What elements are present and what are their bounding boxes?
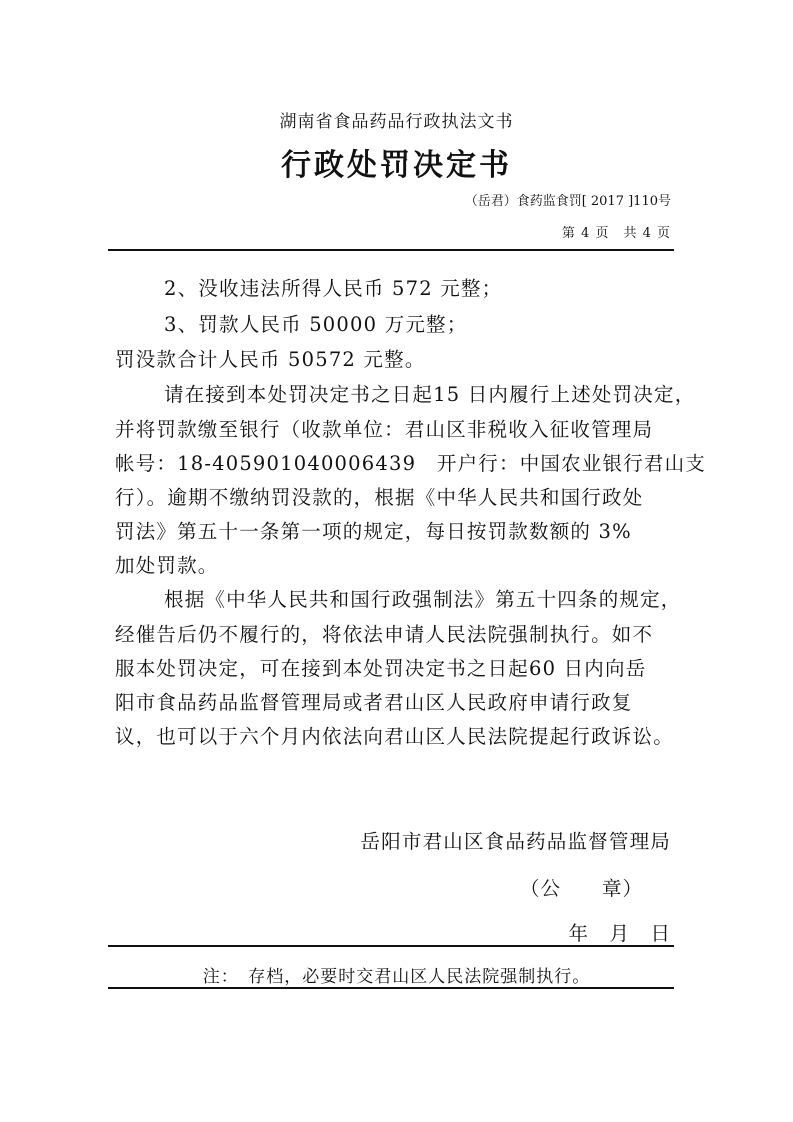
body-line-4: 请在接到本处罚决定书之日起15 日内履行上述处罚决定， <box>164 383 696 406</box>
body-line-7: 行）。逾期不缴纳罚没款的，根据《中华人民共和国行政处 <box>115 486 644 509</box>
header-org-title: 湖南省食品药品行政执法文书 <box>279 112 514 132</box>
body-line-2: 3、罚款人民币 50000 万元整； <box>164 313 468 336</box>
issuing-authority: 岳阳市君山区食品药品监督管理局 <box>360 830 671 853</box>
document-title: 行政处罚决定书 <box>281 148 512 183</box>
seal-placeholder: （公 章） <box>519 877 643 900</box>
body-line-3: 罚没款合计人民币 50572 元整。 <box>115 348 426 371</box>
document-number: （岳君）食药监食罚[ 2017 ]110号 <box>464 194 671 209</box>
body-line-9: 加处罚款。 <box>115 554 219 577</box>
body-line-13: 阳市食品药品监督管理局或者君山区人民政府申请行政复 <box>115 691 633 714</box>
date-placeholder: 年 月 日 <box>568 922 671 945</box>
footer-divider-top <box>108 945 674 947</box>
body-line-10: 根据《中华人民共和国行政强制法》第五十四条的规定， <box>164 588 682 611</box>
footer-note: 注： 存档，必要时交君山区人民法院强制执行。 <box>202 967 591 987</box>
page-number: 第 4 页 共 4 页 <box>561 226 671 241</box>
body-line-6: 帐号：18-405901040006439 开户行：中国农业银行君山支 <box>115 452 706 475</box>
body-line-1: 2、没收违法所得人民币 572 元整； <box>164 277 503 300</box>
body-line-8: 罚法》第五十一条第一项的规定，每日按罚款数额的 3% <box>115 520 632 543</box>
footer-divider-bottom <box>108 987 674 989</box>
header-divider <box>108 249 674 251</box>
body-line-5: 并将罚款缴至银行（收款单位：君山区非税收入征收管理局 <box>115 418 654 441</box>
body-line-14: 议，也可以于六个月内依法向君山区人民法院提起行政诉讼。 <box>115 725 674 748</box>
body-line-11: 经催告后仍不履行的，将依法申请人民法院强制执行。如不 <box>115 623 654 646</box>
body-line-12: 服本处罚决定，可在接到本处罚决定书之日起60 日内向岳 <box>115 657 647 680</box>
